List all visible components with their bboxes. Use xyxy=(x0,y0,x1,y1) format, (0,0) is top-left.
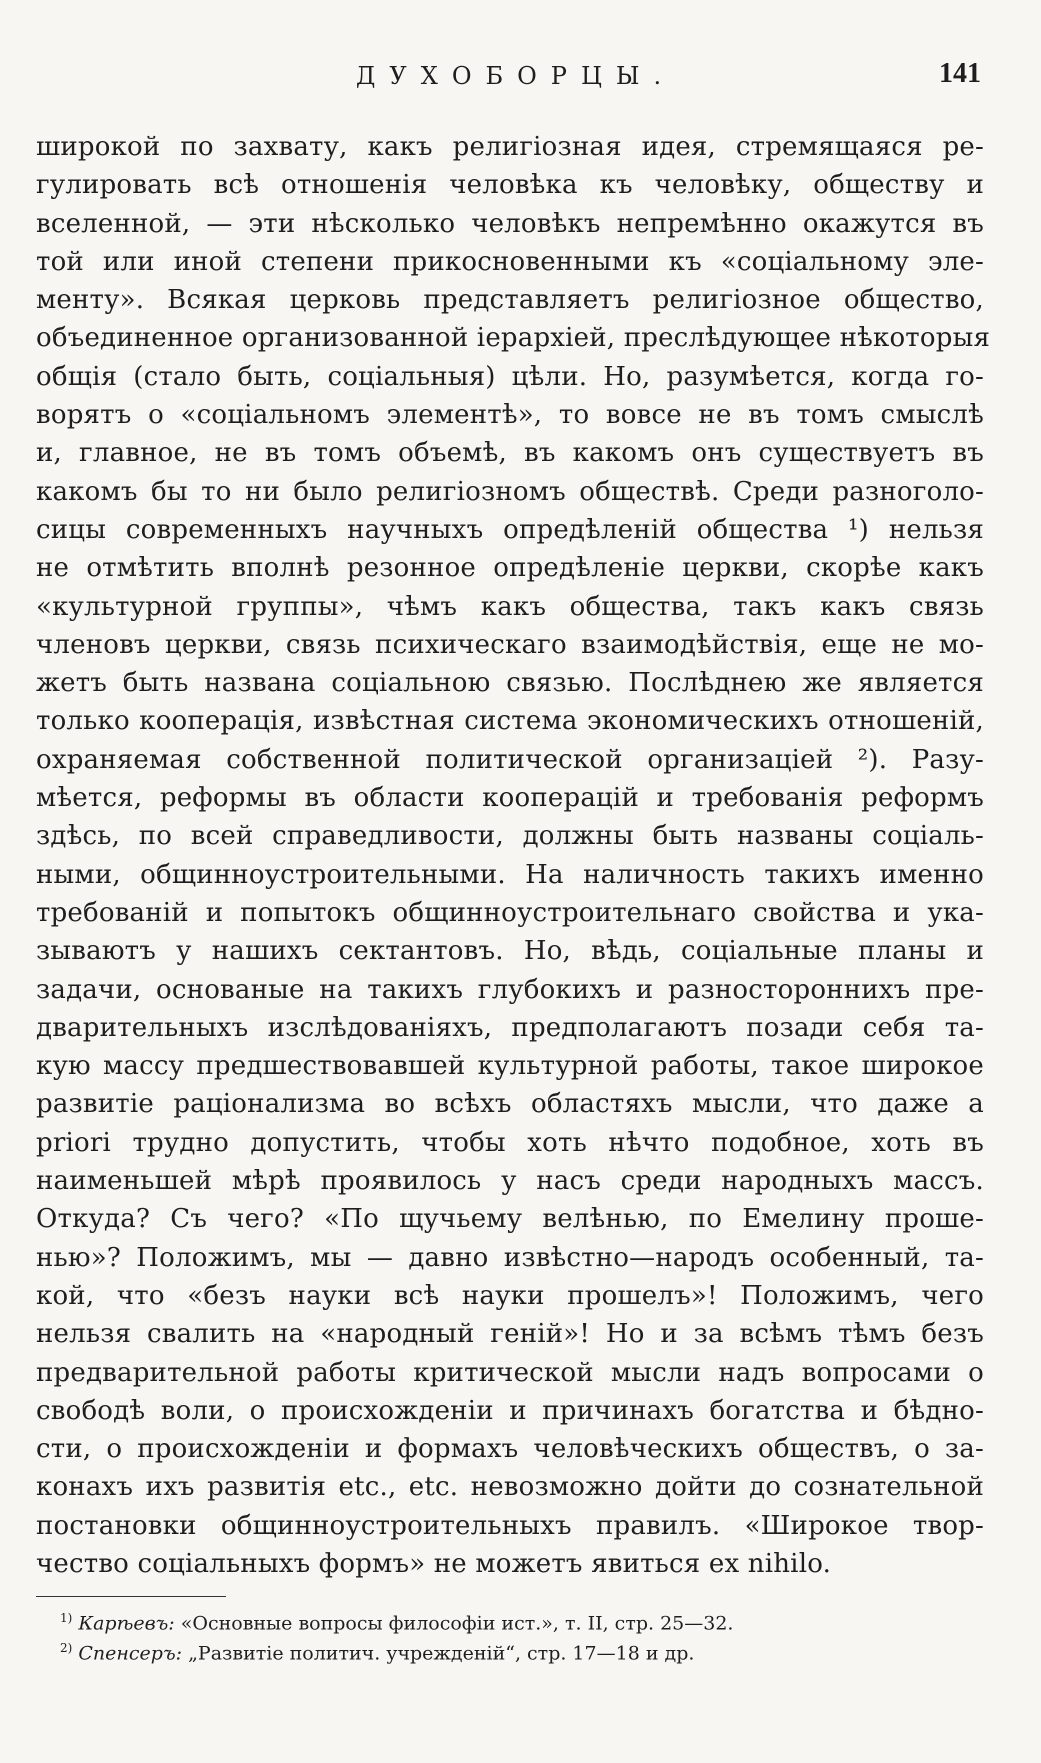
text-line: и, главное, не въ томъ объемѣ, въ какомъ онъ существуетъ въ xyxy=(36,438,984,469)
footnote-text: „Развитіе политич. учрежденій“, стр. 17—18 и др. xyxy=(182,1642,695,1665)
footnote-divider xyxy=(36,1596,226,1597)
text-line: охраняемая собственной политической организаціей ²). Разу- xyxy=(36,744,984,775)
text-line: вселенной, — эти нѣсколько человѣкъ непремѣнно окажутся въ xyxy=(36,208,984,239)
text-line: не отмѣтить вполнѣ резонное опредѣленіе церкви, скорѣе какъ xyxy=(36,553,984,584)
text-line: сицы современныхъ научныхъ опредѣленій общества ¹) нельзя xyxy=(36,514,984,545)
footnote xyxy=(60,1603,960,1633)
text-line: развитіе раціонализма во всѣхъ областяхъ мысли, что даже a xyxy=(36,1089,984,1120)
text-line: ными, общинноустроительными. На наличность такихъ именно xyxy=(36,859,984,890)
text-line: той или иной степени прикосновенными къ «соціальному эле- xyxy=(36,246,984,277)
text-line: конахъ ихъ развитія etc., etc. невозможно дойти до сознательной xyxy=(36,1472,984,1503)
footnote-author: Спенсеръ: xyxy=(78,1642,183,1665)
text-line: нельзя свалить на «народный геній»! Но и за всѣмъ тѣмъ безъ xyxy=(36,1319,984,1350)
text-line: мѣется, реформы въ области кооперацій и требованія реформъ xyxy=(36,783,984,814)
text-line: чество соціальныхъ формъ» не можетъ явиться ex nihilo. xyxy=(36,1548,832,1579)
text-line: «культурной группы», чѣмъ какъ общества, такъ какъ связь xyxy=(36,591,984,622)
text-line: Откуда? Съ чего? «По щучьему велѣнью, по Емелину проше- xyxy=(36,1204,984,1235)
text-line: сти, о происхожденіи и формахъ человѣческихъ обществъ, о за- xyxy=(36,1434,984,1465)
text-line: свободѣ воли, о происхожденіи и причинахъ богатства и бѣдно- xyxy=(36,1395,984,1426)
text-line: priori трудно допустить, чтобы хоть нѣчто подобное, хоть въ xyxy=(36,1127,984,1158)
text-line: здѣсь, по всей справедливости, должны быть названы соціаль- xyxy=(36,821,984,852)
text-line: дварительныхъ изслѣдованіяхъ, предполагаютъ позади себя та- xyxy=(36,1012,984,1043)
running-title: ДУХОБОРЦЫ. xyxy=(355,62,676,90)
text-line: широкой по захвату, какъ религіозная идея, стремящаяся ре- xyxy=(36,132,984,162)
text-line: жетъ быть названа соціальною связью. Послѣднею же является xyxy=(36,668,984,699)
body-text xyxy=(36,128,991,1583)
text-line: членовъ церкви, связь психическаго взаимодѣйствія, еще не мо- xyxy=(36,629,984,660)
page-number: 141 xyxy=(939,58,981,89)
text-line: зываютъ у нашихъ сектантовъ. Но, вѣдь, соціальные планы и xyxy=(36,936,984,967)
text-line: ворятъ о «соціальномъ элементѣ», то вовсе не въ томъ смыслѣ xyxy=(36,400,984,431)
text-line: общія (стало быть, соціальныя) цѣли. Но, разумѣется, когда го- xyxy=(36,361,984,392)
text-line: кую массу предшествовавшей культурной работы, такое широкое xyxy=(36,1051,984,1082)
text-line: какомъ бы то ни было религіозномъ обществѣ. Среди разноголо- xyxy=(36,476,984,507)
page-header xyxy=(36,58,981,102)
footnote xyxy=(60,1633,960,1663)
footnote-author: Карѣевъ: xyxy=(78,1612,175,1635)
text-line: гулировать всѣ отношенія человѣка къ человѣку, обществу и xyxy=(36,170,984,201)
footnote-mark: 1) xyxy=(60,1611,73,1625)
text-line: только кооперація, извѣстная система экономическихъ отношеній, xyxy=(36,706,984,737)
footnote-mark: 2) xyxy=(60,1641,73,1655)
text-line: задачи, основаные на такихъ глубокихъ и разностороннихъ пре- xyxy=(36,974,984,1005)
text-line: предварительной работы критической мысли надъ вопросами о xyxy=(36,1357,984,1388)
text-line: кой, что «безъ науки всѣ науки прошелъ»! Положимъ, чего xyxy=(36,1280,984,1311)
footnotes xyxy=(60,1603,960,1663)
footnote-text: «Основные вопросы философіи ист.», т. II, стр. 25—32. xyxy=(174,1612,734,1635)
text-line: наименьшей мѣрѣ проявилось у насъ среди народныхъ массъ. xyxy=(36,1166,984,1197)
text-line: менту». Всякая церковь представляетъ религіозное общество, xyxy=(36,285,984,316)
text-line: постановки общинноустроительныхъ правилъ. «Широкое твор- xyxy=(36,1510,984,1541)
text-line: требованій и попытокъ общинноустроительнаго свойства и ука- xyxy=(36,897,984,928)
text-line: объединенное организованной іерархіей, преслѣдующее нѣкоторыя xyxy=(36,323,991,354)
text-line: нью»? Положимъ, мы — давно извѣстно—народъ особенный, та- xyxy=(36,1242,984,1273)
